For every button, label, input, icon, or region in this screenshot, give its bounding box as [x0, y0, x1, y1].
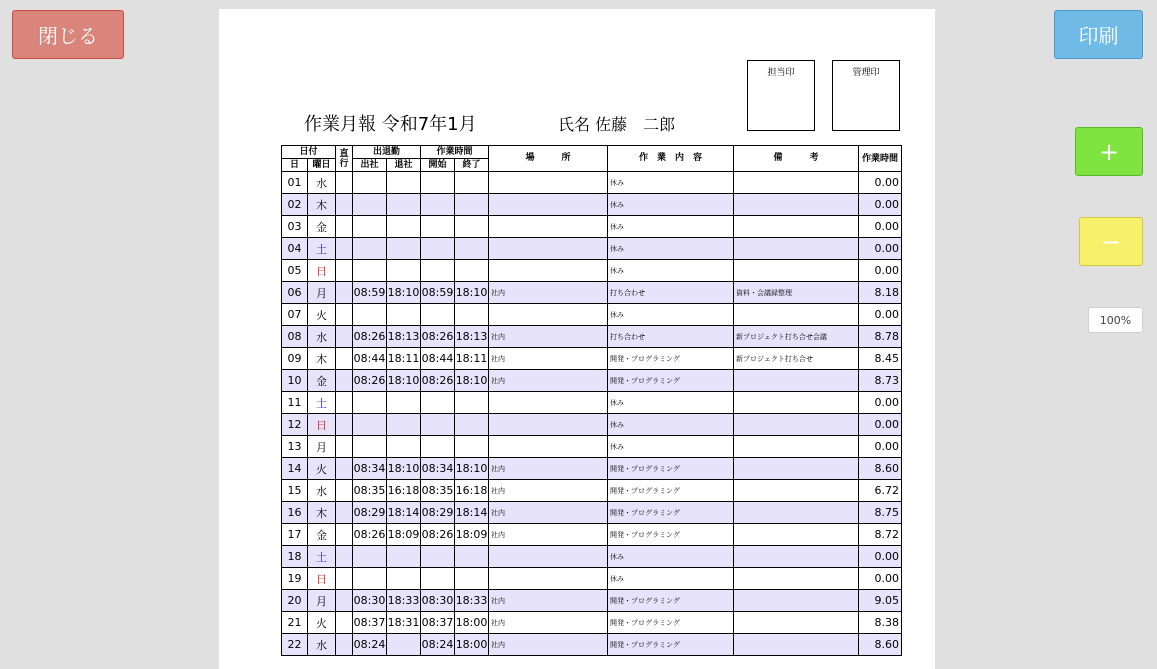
header-content: 作 業 内 容: [608, 146, 734, 172]
cell-direct: [336, 436, 353, 458]
stamp-box-staff: [747, 60, 815, 131]
cell-day: 13: [282, 436, 308, 458]
table-row: [282, 216, 902, 238]
cell-weekday: 金: [308, 524, 336, 546]
cell-start: [421, 414, 455, 436]
cell-start: 08:26: [421, 370, 455, 392]
cell-weekday: 日: [308, 260, 336, 282]
cell-day: 07: [282, 304, 308, 326]
cell-place: [489, 568, 608, 590]
cell-note: [734, 238, 859, 260]
cell-place: 社内: [489, 370, 608, 392]
cell-arrive: 08:35: [353, 480, 387, 502]
cell-day: 09: [282, 348, 308, 370]
cell-weekday: 月: [308, 282, 336, 304]
cell-direct: [336, 414, 353, 436]
cell-hours: 9.05: [859, 590, 902, 612]
cell-hours: 0.00: [859, 172, 902, 194]
cell-work-content: 開発・プログラミング: [608, 634, 734, 656]
cell-place: [489, 436, 608, 458]
cell-day: 04: [282, 238, 308, 260]
cell-end: [455, 216, 489, 238]
cell-place: 社内: [489, 590, 608, 612]
cell-start: [421, 216, 455, 238]
table-row: [282, 392, 902, 414]
zoom-in-button[interactable]: +: [1075, 127, 1143, 176]
cell-work-content: 打ち合わせ: [608, 326, 734, 348]
cell-arrive: 08:44: [353, 348, 387, 370]
cell-weekday: 火: [308, 304, 336, 326]
table-row: [282, 524, 902, 546]
cell-end: [455, 304, 489, 326]
cell-hours: 0.00: [859, 304, 902, 326]
header-end: 終了: [455, 159, 489, 172]
table-row: [282, 458, 902, 480]
table-row: [282, 238, 902, 260]
cell-weekday: 水: [308, 172, 336, 194]
cell-place: 社内: [489, 502, 608, 524]
cell-arrive: [353, 414, 387, 436]
cell-leave: 18:10: [387, 282, 421, 304]
cell-end: 18:00: [455, 612, 489, 634]
cell-work-content: 開発・プログラミング: [608, 524, 734, 546]
cell-hours: 0.00: [859, 546, 902, 568]
cell-arrive: [353, 216, 387, 238]
cell-direct: [336, 502, 353, 524]
header-direct: 直行: [336, 146, 353, 172]
cell-start: 08:44: [421, 348, 455, 370]
cell-leave: 18:10: [387, 458, 421, 480]
cell-work-content: 開発・プログラミング: [608, 348, 734, 370]
cell-end: [455, 546, 489, 568]
cell-direct: [336, 590, 353, 612]
cell-direct: [336, 304, 353, 326]
header-note: 備 考: [734, 146, 859, 172]
cell-leave: 18:09: [387, 524, 421, 546]
cell-hours: 6.72: [859, 480, 902, 502]
table-row: [282, 304, 902, 326]
table-row: [282, 590, 902, 612]
cell-arrive: 08:37: [353, 612, 387, 634]
cell-arrive: [353, 436, 387, 458]
cell-leave: 18:10: [387, 370, 421, 392]
cell-note: [734, 590, 859, 612]
cell-weekday: 月: [308, 590, 336, 612]
cell-note: 資料・会議録整理: [734, 282, 859, 304]
cell-note: [734, 458, 859, 480]
employee-name: 氏名 佐藤 二郎: [558, 115, 676, 134]
cell-note: [734, 480, 859, 502]
cell-note: [734, 524, 859, 546]
cell-arrive: [353, 172, 387, 194]
cell-day: 19: [282, 568, 308, 590]
cell-day: 02: [282, 194, 308, 216]
table-row: [282, 172, 902, 194]
cell-leave: [387, 392, 421, 414]
cell-hours: 8.45: [859, 348, 902, 370]
cell-day: 15: [282, 480, 308, 502]
header-hours: 作業時間: [859, 146, 902, 172]
cell-direct: [336, 216, 353, 238]
cell-arrive: 08:24: [353, 634, 387, 656]
cell-note: [734, 502, 859, 524]
cell-start: [421, 436, 455, 458]
cell-note: [734, 568, 859, 590]
cell-leave: [387, 260, 421, 282]
cell-work-content: 休み: [608, 392, 734, 414]
report-title: 作業月報 令和7年1月: [304, 114, 477, 135]
cell-start: 08:26: [421, 326, 455, 348]
stamp-label-staff: 担当印: [767, 68, 795, 78]
header-start: 開始: [421, 159, 455, 172]
cell-place: 社内: [489, 282, 608, 304]
cell-leave: [387, 304, 421, 326]
cell-weekday: 土: [308, 546, 336, 568]
cell-place: 社内: [489, 348, 608, 370]
cell-direct: [336, 348, 353, 370]
cell-start: [421, 304, 455, 326]
cell-start: 08:34: [421, 458, 455, 480]
cell-end: 18:00: [455, 634, 489, 656]
cell-direct: [336, 238, 353, 260]
cell-work-content: 休み: [608, 568, 734, 590]
cell-leave: [387, 238, 421, 260]
cell-place: [489, 414, 608, 436]
cell-work-content: 休み: [608, 304, 734, 326]
cell-work-content: 休み: [608, 546, 734, 568]
cell-arrive: [353, 392, 387, 414]
header-day: 日: [282, 159, 308, 172]
cell-leave: [387, 194, 421, 216]
table-row: [282, 194, 902, 216]
cell-leave: [387, 568, 421, 590]
cell-start: 08:29: [421, 502, 455, 524]
header-weekday: 曜日: [308, 159, 336, 172]
cell-arrive: [353, 238, 387, 260]
cell-end: 18:11: [455, 348, 489, 370]
table-row: [282, 260, 902, 282]
cell-note: [734, 304, 859, 326]
cell-place: [489, 216, 608, 238]
cell-day: 16: [282, 502, 308, 524]
cell-day: 11: [282, 392, 308, 414]
cell-hours: 0.00: [859, 392, 902, 414]
cell-note: [734, 194, 859, 216]
header-attendance-group: 出退勤: [353, 146, 421, 159]
cell-hours: 8.78: [859, 326, 902, 348]
cell-start: 08:24: [421, 634, 455, 656]
cell-day: 03: [282, 216, 308, 238]
cell-place: [489, 392, 608, 414]
cell-work-content: 開発・プログラミング: [608, 458, 734, 480]
cell-weekday: 水: [308, 326, 336, 348]
cell-direct: [336, 612, 353, 634]
cell-direct: [336, 326, 353, 348]
cell-work-content: 開発・プログラミング: [608, 590, 734, 612]
cell-place: 社内: [489, 458, 608, 480]
cell-end: 18:14: [455, 502, 489, 524]
cell-note: [734, 216, 859, 238]
cell-work-content: 休み: [608, 216, 734, 238]
cell-leave: 18:31: [387, 612, 421, 634]
cell-arrive: [353, 546, 387, 568]
cell-direct: [336, 194, 353, 216]
cell-note: [734, 172, 859, 194]
cell-end: [455, 260, 489, 282]
cell-day: 01: [282, 172, 308, 194]
header-place: 場 所: [489, 146, 608, 172]
cell-work-content: 開発・プログラミング: [608, 480, 734, 502]
cell-place: 社内: [489, 326, 608, 348]
cell-place: 社内: [489, 612, 608, 634]
cell-direct: [336, 282, 353, 304]
cell-place: 社内: [489, 480, 608, 502]
cell-day: 14: [282, 458, 308, 480]
cell-start: 08:59: [421, 282, 455, 304]
cell-arrive: 08:59: [353, 282, 387, 304]
cell-place: [489, 260, 608, 282]
cell-work-content: 休み: [608, 194, 734, 216]
cell-leave: [387, 634, 421, 656]
cell-work-content: 打ち合わせ: [608, 282, 734, 304]
header-date-group: 日付: [282, 146, 336, 159]
cell-weekday: 日: [308, 568, 336, 590]
cell-hours: 8.38: [859, 612, 902, 634]
cell-work-content: 休み: [608, 172, 734, 194]
cell-start: 08:37: [421, 612, 455, 634]
cell-work-content: 休み: [608, 260, 734, 282]
cell-direct: [336, 458, 353, 480]
cell-end: [455, 414, 489, 436]
cell-hours: 8.18: [859, 282, 902, 304]
cell-arrive: [353, 568, 387, 590]
cell-hours: 0.00: [859, 194, 902, 216]
cell-hours: 0.00: [859, 436, 902, 458]
cell-leave: 18:33: [387, 590, 421, 612]
cell-end: [455, 392, 489, 414]
cell-direct: [336, 392, 353, 414]
cell-end: [455, 194, 489, 216]
cell-hours: 0.00: [859, 568, 902, 590]
cell-place: [489, 546, 608, 568]
cell-direct: [336, 546, 353, 568]
cell-weekday: 金: [308, 216, 336, 238]
cell-day: 18: [282, 546, 308, 568]
cell-start: [421, 172, 455, 194]
cell-place: [489, 238, 608, 260]
table-row: [282, 348, 902, 370]
cell-end: 18:33: [455, 590, 489, 612]
cell-note: [734, 436, 859, 458]
cell-weekday: 月: [308, 436, 336, 458]
cell-place: 社内: [489, 524, 608, 546]
cell-weekday: 土: [308, 392, 336, 414]
cell-hours: 0.00: [859, 238, 902, 260]
cell-arrive: 08:26: [353, 326, 387, 348]
stamp-box-manager: [832, 60, 900, 131]
cell-start: [421, 194, 455, 216]
cell-arrive: 08:26: [353, 524, 387, 546]
cell-arrive: 08:30: [353, 590, 387, 612]
cell-start: [421, 238, 455, 260]
cell-hours: 8.60: [859, 634, 902, 656]
cell-place: 社内: [489, 634, 608, 656]
table-row: [282, 370, 902, 392]
cell-hours: 8.72: [859, 524, 902, 546]
table-row: [282, 568, 902, 590]
report-page: [219, 9, 935, 669]
cell-weekday: 木: [308, 194, 336, 216]
cell-note: 新プロジェクト打ち合せ: [734, 348, 859, 370]
cell-place: [489, 304, 608, 326]
cell-leave: [387, 172, 421, 194]
cell-day: 22: [282, 634, 308, 656]
cell-arrive: [353, 304, 387, 326]
work-report-table: [281, 145, 902, 656]
cell-weekday: 金: [308, 370, 336, 392]
cell-direct: [336, 480, 353, 502]
cell-leave: [387, 414, 421, 436]
cell-end: 18:10: [455, 458, 489, 480]
cell-start: [421, 546, 455, 568]
table-row: [282, 634, 902, 656]
cell-place: [489, 194, 608, 216]
cell-direct: [336, 634, 353, 656]
cell-work-content: 休み: [608, 436, 734, 458]
cell-day: 06: [282, 282, 308, 304]
table-row: [282, 480, 902, 502]
table-row: [282, 436, 902, 458]
cell-leave: [387, 216, 421, 238]
cell-weekday: 火: [308, 458, 336, 480]
print-button[interactable]: 印刷: [1054, 10, 1143, 59]
cell-leave: 18:11: [387, 348, 421, 370]
zoom-level-indicator: 100%: [1088, 307, 1143, 333]
cell-arrive: 08:26: [353, 370, 387, 392]
cell-end: 18:09: [455, 524, 489, 546]
cell-direct: [336, 568, 353, 590]
cell-arrive: [353, 194, 387, 216]
cell-day: 20: [282, 590, 308, 612]
cell-hours: 0.00: [859, 414, 902, 436]
cell-note: [734, 612, 859, 634]
cell-weekday: 土: [308, 238, 336, 260]
header-work-time-group: 作業時間: [421, 146, 489, 159]
cell-start: 08:26: [421, 524, 455, 546]
cell-leave: 18:14: [387, 502, 421, 524]
table-row: [282, 612, 902, 634]
cell-end: 16:18: [455, 480, 489, 502]
cell-weekday: 水: [308, 480, 336, 502]
cell-end: [455, 238, 489, 260]
cell-end: [455, 568, 489, 590]
cell-note: 新プロジェクト打ち合せ会議: [734, 326, 859, 348]
cell-leave: [387, 546, 421, 568]
cell-hours: 8.73: [859, 370, 902, 392]
cell-weekday: 火: [308, 612, 336, 634]
cell-work-content: 休み: [608, 238, 734, 260]
cell-arrive: [353, 260, 387, 282]
cell-direct: [336, 260, 353, 282]
cell-arrive: 08:29: [353, 502, 387, 524]
cell-work-content: 開発・プログラミング: [608, 370, 734, 392]
cell-hours: 0.00: [859, 216, 902, 238]
cell-start: [421, 260, 455, 282]
cell-note: [734, 260, 859, 282]
cell-note: [734, 370, 859, 392]
cell-work-content: 開発・プログラミング: [608, 612, 734, 634]
cell-end: 18:10: [455, 370, 489, 392]
cell-hours: 0.00: [859, 260, 902, 282]
cell-end: [455, 172, 489, 194]
close-button[interactable]: 閉じる: [12, 10, 124, 59]
cell-hours: 8.60: [859, 458, 902, 480]
cell-leave: 16:18: [387, 480, 421, 502]
stamp-label-manager: 管理印: [852, 68, 880, 78]
cell-note: [734, 634, 859, 656]
cell-start: 08:30: [421, 590, 455, 612]
cell-leave: [387, 436, 421, 458]
cell-place: [489, 172, 608, 194]
cell-start: [421, 568, 455, 590]
cell-weekday: 木: [308, 502, 336, 524]
table-row: [282, 502, 902, 524]
cell-weekday: 日: [308, 414, 336, 436]
zoom-out-button[interactable]: −: [1079, 217, 1143, 266]
cell-day: 17: [282, 524, 308, 546]
cell-direct: [336, 172, 353, 194]
cell-day: 12: [282, 414, 308, 436]
cell-weekday: 木: [308, 348, 336, 370]
header-arrive: 出社: [353, 159, 387, 172]
cell-end: 18:10: [455, 282, 489, 304]
cell-note: [734, 414, 859, 436]
header-leave: 退社: [387, 159, 421, 172]
cell-direct: [336, 370, 353, 392]
cell-note: [734, 546, 859, 568]
cell-end: [455, 436, 489, 458]
cell-weekday: 水: [308, 634, 336, 656]
cell-day: 05: [282, 260, 308, 282]
cell-end: 18:13: [455, 326, 489, 348]
cell-hours: 8.75: [859, 502, 902, 524]
cell-day: 10: [282, 370, 308, 392]
table-row: [282, 326, 902, 348]
cell-work-content: 休み: [608, 414, 734, 436]
cell-direct: [336, 524, 353, 546]
cell-work-content: 開発・プログラミング: [608, 502, 734, 524]
cell-arrive: 08:34: [353, 458, 387, 480]
cell-start: 08:35: [421, 480, 455, 502]
cell-note: [734, 392, 859, 414]
cell-day: 21: [282, 612, 308, 634]
cell-start: [421, 392, 455, 414]
table-row: [282, 546, 902, 568]
table-row: [282, 414, 902, 436]
cell-day: 08: [282, 326, 308, 348]
cell-leave: 18:13: [387, 326, 421, 348]
table-row: [282, 282, 902, 304]
